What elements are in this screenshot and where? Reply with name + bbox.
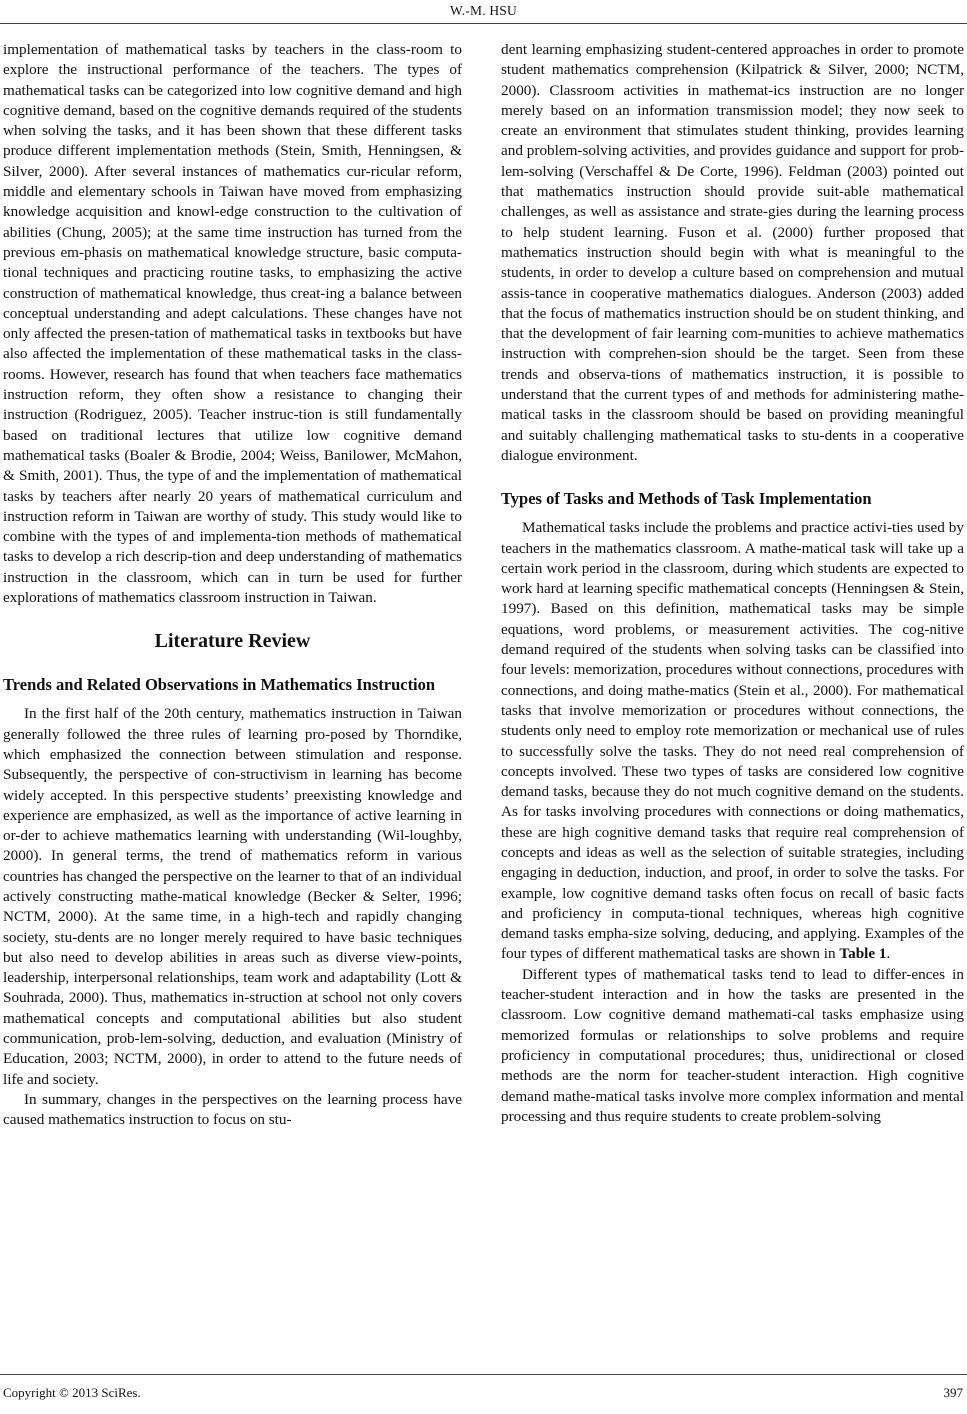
- header-rule: [0, 23, 967, 24]
- paragraph-intro: implementation of mathematical tasks by teachers in the class-room to explore the instructional performance of the teachers. The types of mathematical tasks can be categorized into low cognitive demand and high cognitive demand, based on the cognitive demands required of the students when solving the tasks, and it has been shown that these different tasks produce different implementation methods (Stein, Smith, Henningsen, & Silver, 2000). After several instances of mathematics cur-ricular reform, middle and elementary schools in Taiwan have moved from emphasizing knowledge acquisition and knowl-edge construction to the cultivation of abilities (Chung, 2005); at the same time instruction has turned from the previous em-phasis on mathematical knowledge structure, basic computa-tional techniques and practicing routine tasks, to emphasizing the active construction of mathematical knowledge, thus creat-ing a balance between conceptual understanding and adept calculations. These changes have not only affected the presen-tation of mathematical tasks in textbooks but have also affected the implementation of these mathematical tasks in the class-rooms. However, research has found that when teachers face mathematics instruction reform, they often show a resistance to changing their instruction (Rodriguez, 2005). Teacher instruc-tion is still fundamentally based on traditional lectures that utilize low cognitive demand mathematical tasks (Boaler & Brodie, 2004; Weiss, Banilower, McMahon, & Smith, 2001). Thus, the type of and the implementation of mathematical tasks by teachers after nearly 20 years of mathematical curriculum and instruction reform in Taiwan are worthy of study. This study would like to combine with the types of and implementa-tion methods of mathematical tasks to develop a rich descrip-tion and deep understanding of mathematics instruction in the classroom, which can in turn be used for further explorations of mathematics classroom instruction in Taiwan.: [3, 41, 462, 607]
- table-1-reference: Table 1: [839, 945, 887, 963]
- section-title-literature-review: Literature Review: [154, 630, 311, 653]
- footer-copyright: Copyright © 2013 SciRes.: [3, 1385, 141, 1400]
- right-column: [501, 40, 964, 1127]
- paragraph-trends-1: In the first half of the 20th century, mathematics instruction in Taiwan generally followed the three rules of learning pro-posed by Thorndike, which emphasized the connection between stimulation and response. Subsequently, the perspective of con-structivism in learning has become widely accepted. In this perspective students’ preexisting knowledge and experience are emphasized, as well as the importance of active learning in or-der to achieve mathematics learning with understanding (Wil-loughby, 2000). In general terms, the trend of mathematics reform in various countries has changed the perspective on the learner to that of an individual actively constructing mathe-matical knowledge (Becker & Selter, 1996; NCTM, 2000). At the same time, in a high-tech and rapidly changing society, stu-dents are no longer merely required to have basic techniques but also need to develop abilities in areas such as diverse view-points, leadership, interpersonal relationships, team work and adaptability (Lott & Souhrada, 2000). Thus, mathematics in-struction at school not only covers mathematical concepts and computational abilities but also student communication, prob-lem-solving, deduction, and evaluation (Ministry of Education, 2003; NCTM, 2000), in order to attend to the future needs of life and society.: [3, 705, 462, 1088]
- subsection-title-trends: Trends and Related Observations in Mathematics Instruction: [3, 675, 436, 695]
- paragraph-types-1: [501, 518, 964, 965]
- paragraph-trends-2: In summary, changes in the perspectives on the learning process have caused mathematics instruction to focus on stu-: [3, 1090, 462, 1129]
- page-number: 397: [943, 1385, 963, 1400]
- paragraph-types-2: Different types of mathematical tasks tend to lead to differ-ences in teacher-student interaction and in how the tasks are presented in the classroom. Low cognitive demand mathemati-cal tasks emphasize using memorized formulas or relationships to solve problems and require proficiency in computational procedures; thus, unidirectional or closed methods are the norm for teacher-student interaction. High cognitive demand mathe-matical tasks involve more complex information and mental processing and thus require students to create problem-solving: [501, 965, 964, 1125]
- left-column: [3, 40, 462, 1131]
- running-head: W.-M. HSU: [450, 3, 517, 18]
- subsection-title-types-of-tasks: Types of Tasks and Methods of Task Implementation: [501, 489, 872, 509]
- paragraph-types-1-end: .: [886, 945, 891, 963]
- paragraph-types-1-text: Mathematical tasks include the problems and practice activi-ties used by teachers in the mathematics classroom. A mathe-matical task will take up a certain work period in the classroom, during which students are expected to work hard at learning specific mathematical concepts (Henningsen & Stein, 1997). Based on this definition, mathematical tasks may be simple equations, word problems, or measurement activities. The cog-nitive demand required of the students when solving tasks can be classified into four levels: memorization, procedures without connections, procedures with connections, and doing mathe-matics (Stein et al., 2000). For mathematical tasks that involve memorization or procedures without connections, the students only need to employ rote memorization or mechanical use of rules to successfully solve the tasks. They do not need real comprehension of concepts involved. These two types of tasks are considered low cognitive demand tasks, because they do not much cognitive demand on the students. As for tasks involving procedures with connections or doing mathematics, these are high cognitive demand tasks that require real comprehension of concepts and ideas as well as the selection of suitable strategies, including engaging in deduction, induction, and proof, in order to solve the tasks. For example, low cognitive demand tasks often focus on recall of basic facts and proficiency in computa-tional techniques, whereas high cognitive demand tasks empha-size solving, deducing, and applying. Examples of the four types of different mathematical tasks are shown in: [501, 519, 964, 963]
- footer-rule: [0, 1374, 967, 1375]
- paragraph-continued: dent learning emphasizing student-centered approaches in order to promote student mathematics comprehension (Kilpatrick & Silver, 2000; NCTM, 2000). Classroom activities in mathemat-ics instruction are no longer merely based on an information transmission model; they now seek to create an environment that stimulates student thinking, provides learning and problem-solving activities, and provides guidance and support for prob-lem-solving (Verschaffel & De Corte, 1996). Feldman (2003) pointed out that mathematics instruction should provide suit-able mathematical challenges, as well as assistance and strate-gies during the learning process to help student learning. Fuson et al. (2000) further proposed that mathematics instruction should begin with what is meaningful to the students, in order to develop a culture based on comprehension and mutual assis-tance in cooperative mathematics dialogues. Anderson (2003) added that the focus of mathematics instruction should be on student thinking, and that the development of fair learning com-munities to achieve mathematics instruction with comprehen-sion should be the target. Seen from these trends and observa-tions of mathematics instruction, it is possible to understand that the current types of and methods for administering mathe-matical tasks in the classroom should be based on providing meaningful and suitably challenging mathematical tasks to stu-dents in a cooperative dialogue environment.: [501, 41, 964, 464]
